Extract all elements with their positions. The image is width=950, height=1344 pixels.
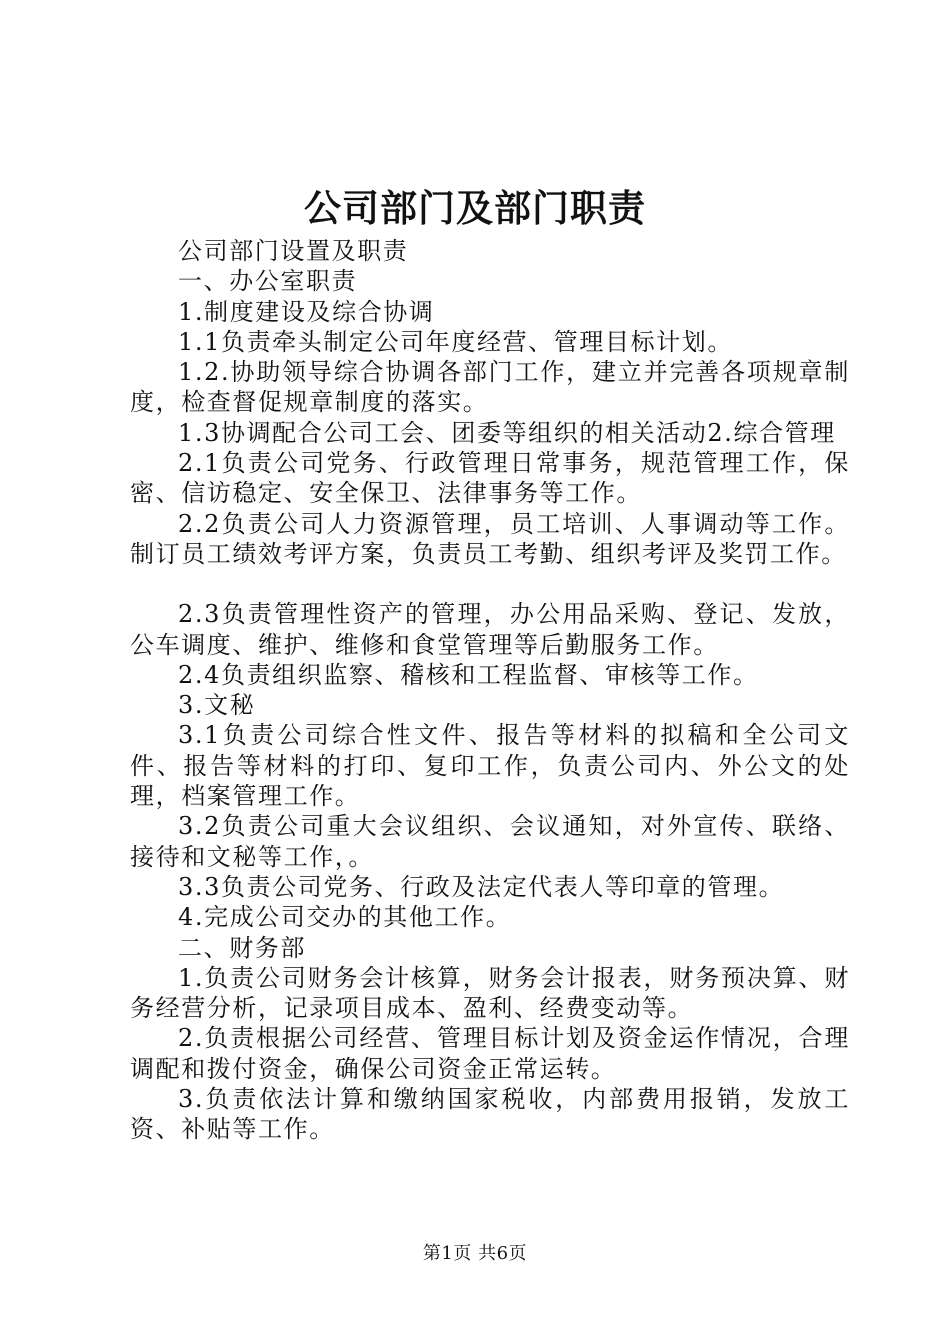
paragraph-item: 1.1负责牵头制定公司年度经营、管理目标计划。 [178, 327, 733, 356]
document-title: 公司部门及部门职责 [304, 186, 646, 230]
paragraph-item: 3.文秘 [178, 691, 256, 720]
paragraph-item: 3.1负责公司综合性文件、报告等材料的拟稿和全公司文件、报告等材料的打印、复印工作，负责公司内、外公文的处理，档案管理工作。 [130, 721, 850, 811]
paragraph-spacer [130, 569, 850, 599]
paragraph-item: 2.2负责公司人力资源管理，员工培训、人事调动等工作。制订员工绩效考评方案，负责员工考勤、组织考评及奖罚工作。 [130, 509, 850, 568]
paragraph-item: 3.2负责公司重大会议组织、会议通知，对外宣传、联络、接待和文秘等工作，。 [130, 812, 850, 871]
paragraph-item: 2.3负责管理性资产的管理，办公用品采购、登记、发放，公车调度、维护、维修和食堂管理等后勤服务工作。 [130, 600, 850, 659]
paragraph-item: 3.负责依法计算和缴纳国家税收，内部费用报销，发放工资、补贴等工作。 [130, 1085, 850, 1144]
paragraph-item: 1.3协调配合公司工会、团委等组织的相关活动2.综合管理 [178, 418, 836, 447]
paragraph-item: 3.3负责公司党务、行政及法定代表人等印章的管理。 [178, 872, 785, 901]
paragraph-item: 1.负责公司财务会计核算，财务会计报表，财务预决算、财务经营分析，记录项目成本、盈利、经费变动等。 [130, 963, 850, 1023]
document-body [130, 236, 850, 1145]
paragraph-item: 1.2.协助领导综合协调各部门工作，建立并完善各项规章制度，检查督促规章制度的落实。 [130, 358, 850, 417]
paragraph-item: 2.4负责组织监察、稽核和工程监督、审核等工作。 [178, 660, 759, 689]
paragraph-item: 2.负责根据公司经营、管理目标计划及资金运作情况，合理调配和拨付资金，确保公司资金正常运转。 [130, 1024, 850, 1083]
paragraph-finance-heading: 二、财务部 [178, 933, 306, 962]
paragraph-section-intro: 公司部门设置及职责 [178, 237, 409, 265]
paragraph-item: 1.制度建设及综合协调 [178, 297, 435, 326]
paragraph-item: 4.完成公司交办的其他工作。 [178, 903, 512, 932]
paragraph-office-heading: 一、办公室职责 [178, 267, 358, 296]
paragraph-item: 2.1负责公司党务、行政管理日常事务，规范管理工作，保密、信访稳定、安全保卫、法律事务等工作。 [130, 449, 850, 508]
page-number-footer: 第1页 共6页 [422, 1243, 528, 1264]
